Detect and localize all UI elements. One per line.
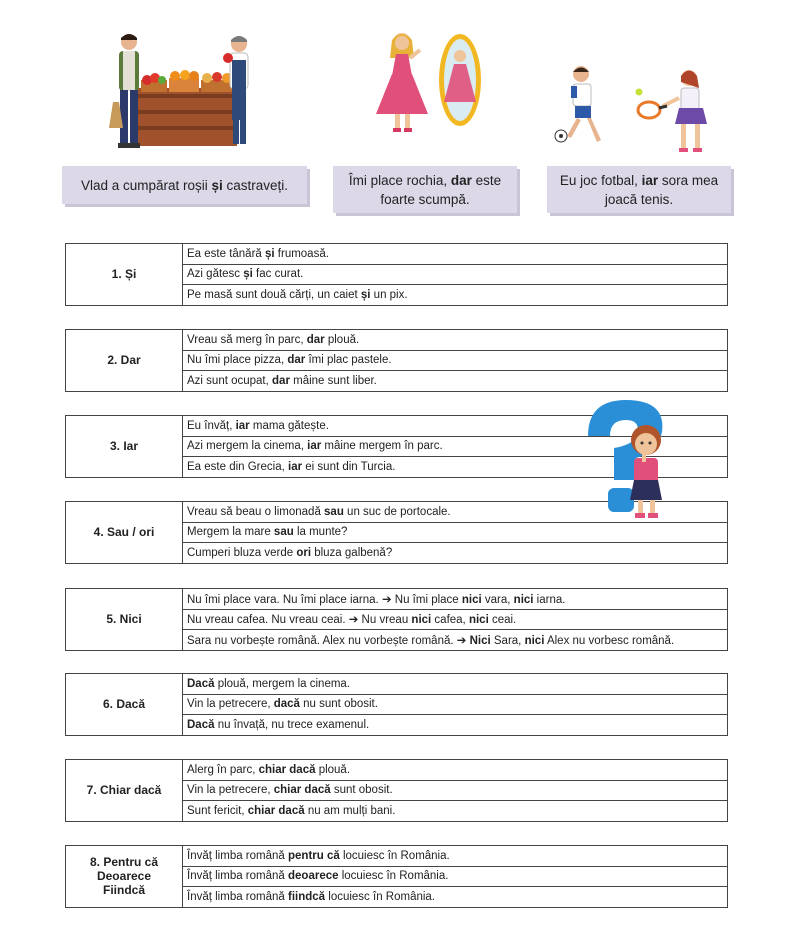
conjunction-word: dar xyxy=(450,172,472,188)
example-sentence xyxy=(183,630,728,651)
conjunction-word: nici xyxy=(461,593,482,606)
conjunction-word: nici xyxy=(524,634,545,647)
example-sentence xyxy=(183,801,728,822)
example-sentence xyxy=(183,330,728,351)
conjunction-label: 1. Și xyxy=(66,244,183,306)
text-segment: vara, xyxy=(481,593,514,606)
football-tennis-illustration xyxy=(553,62,718,160)
text-segment: sora mea joacă tenis. xyxy=(604,172,719,207)
text-segment: Ea este din Grecia, xyxy=(187,460,288,473)
caption-text xyxy=(81,176,288,195)
text-segment: Vreau să merg în parc, xyxy=(187,333,307,346)
text-segment: Sunt fericit, xyxy=(187,804,248,817)
text-segment: mama gătește. xyxy=(249,419,329,432)
text-segment: locuiesc în România. xyxy=(339,849,450,862)
caption-text xyxy=(547,171,731,209)
table-row xyxy=(66,674,728,695)
conjunction-word: dar xyxy=(287,354,306,367)
conjunction-label: 6. Dacă xyxy=(66,674,183,736)
text-segment: Eu joc fotbal, xyxy=(559,172,642,188)
text-segment: Învăț limba română xyxy=(187,849,288,862)
conjunction-word: și xyxy=(211,177,223,193)
text-segment: Cumperi bluza verde xyxy=(187,546,297,559)
conjunction-label: 5. Nici xyxy=(66,589,183,651)
text-segment: nu sunt obosit. xyxy=(299,698,378,711)
text-segment: Îmi place rochia, xyxy=(348,172,451,188)
example-sentence xyxy=(183,846,728,867)
text-segment: nu învață, nu trece examenul. xyxy=(214,718,370,731)
table-nici xyxy=(65,588,728,651)
table-chiar-daca xyxy=(65,759,728,822)
text-segment: locuiesc în România. xyxy=(338,870,449,883)
table-row xyxy=(66,760,728,781)
conjunction-word: deoarece xyxy=(288,870,339,883)
example-sentence xyxy=(183,543,728,564)
example-sentence xyxy=(183,371,728,392)
caption-text xyxy=(333,171,517,209)
text-segment: Vin la petrecere, xyxy=(187,698,274,711)
text-segment: fac curat. xyxy=(252,268,304,281)
text-segment: sunt obosit. xyxy=(330,784,393,797)
text-segment: Pe masă sunt două cărți, un caiet xyxy=(187,288,361,301)
text-segment: Vin la petrecere, xyxy=(187,784,274,797)
example-sentence xyxy=(183,866,728,887)
example-sentence xyxy=(183,589,728,610)
text-segment: un suc de portocale. xyxy=(343,505,451,518)
text-segment: locuiesc în România. xyxy=(325,890,436,903)
table-pentru-ca xyxy=(65,845,728,908)
text-segment: ceai. xyxy=(488,614,517,627)
example-sentence xyxy=(183,780,728,801)
text-segment: Ea este tânără xyxy=(187,247,265,260)
example-sentence xyxy=(183,887,728,908)
example-sentence xyxy=(183,694,728,715)
conjunction-word: fiindcă xyxy=(288,890,326,903)
text-segment: Azi mergem la cinema, xyxy=(187,440,308,453)
conjunction-word: și xyxy=(243,268,253,281)
text-segment: Nu îmi place vara. Nu îmi place iarna. ➔ Nu îmi place xyxy=(187,593,462,606)
example-sentence xyxy=(183,285,728,306)
table-row xyxy=(66,846,728,867)
conjunction-word: Dacă xyxy=(187,677,215,690)
caption-conjunction-iar xyxy=(547,166,731,213)
text-segment: Vlad a cumpărat roșii xyxy=(80,177,212,193)
market-stall-illustration xyxy=(105,30,265,158)
text-segment: iarna. xyxy=(533,593,566,606)
thinking-girl-question-illustration xyxy=(578,396,676,524)
conjunction-label: 2. Dar xyxy=(66,330,183,392)
conjunction-word: dar xyxy=(306,333,325,346)
text-segment: Alex nu vorbesc română. xyxy=(544,634,675,647)
text-segment: cafea, xyxy=(431,614,469,627)
conjunction-word: nici xyxy=(411,614,432,627)
text-segment: mâine mergem în parc. xyxy=(321,440,443,453)
text-segment: plouă. xyxy=(324,333,360,346)
example-sentence xyxy=(183,674,728,695)
table-daca xyxy=(65,673,728,736)
text-segment: mâine sunt liber. xyxy=(289,374,377,387)
table-row xyxy=(66,330,728,351)
text-segment: Nu vreau cafea. Nu vreau ceai. ➔ Nu vreau xyxy=(187,614,412,627)
caption-conjunction-si xyxy=(62,166,307,204)
text-segment: un pix. xyxy=(370,288,408,301)
conjunction-word: iar xyxy=(288,460,303,473)
text-segment: Vreau să beau o limonadă xyxy=(187,505,325,518)
conjunction-word: chiar dacă xyxy=(258,763,316,776)
example-sentence xyxy=(183,760,728,781)
conjunction-word: nici xyxy=(513,593,534,606)
table-si xyxy=(65,243,728,306)
conjunction-word: iar xyxy=(235,419,250,432)
conjunction-word: sau xyxy=(324,505,344,518)
example-sentence xyxy=(183,609,728,630)
conjunction-label: 7. Chiar dacă xyxy=(66,760,183,822)
text-segment: îmi plac pastele. xyxy=(305,354,392,367)
conjunction-word: pentru că xyxy=(288,849,340,862)
conjunction-word: dar xyxy=(272,374,290,387)
example-sentence xyxy=(183,522,728,543)
text-segment: Învăț limba română xyxy=(187,870,288,883)
conjunction-word: și xyxy=(265,247,275,260)
text-segment: ei sunt din Turcia. xyxy=(302,460,396,473)
conjunction-word: și xyxy=(360,288,371,301)
girl-mirror-illustration xyxy=(372,28,488,136)
conjunction-word: nici xyxy=(468,614,489,627)
text-segment: bluza galbenă? xyxy=(311,546,393,559)
text-segment: Azi sunt ocupat, xyxy=(187,374,273,387)
text-segment: castraveți. xyxy=(222,177,289,193)
conjunction-word: Dacă xyxy=(187,718,215,731)
conjunction-word: sau xyxy=(273,526,294,539)
conjunction-word: chiar dacă xyxy=(273,784,331,797)
conjunction-label: 4. Sau / ori xyxy=(66,502,183,564)
conjunction-word: ori xyxy=(296,546,312,559)
text-segment: este foarte scumpă. xyxy=(380,172,502,207)
table-row xyxy=(66,244,728,265)
caption-conjunction-dar xyxy=(333,166,517,213)
conjunction-label: 3. Iar xyxy=(66,416,183,478)
example-sentence xyxy=(183,715,728,736)
text-segment: Mergem la mare xyxy=(187,526,274,539)
conjunction-word: iar xyxy=(307,440,322,453)
text-segment: plouă, mergem la cinema. xyxy=(214,677,351,690)
example-sentence xyxy=(183,244,728,265)
text-segment: nu am mulți bani. xyxy=(304,804,396,817)
conjunction-word: dacă xyxy=(273,698,300,711)
conjunction-word: Nici xyxy=(469,634,491,647)
text-segment: Nu îmi place pizza, xyxy=(187,354,288,367)
table-row xyxy=(66,589,728,610)
text-segment: Alerg în parc, xyxy=(187,763,259,776)
text-segment: frumoasă. xyxy=(274,247,329,260)
conjunction-word: chiar dacă xyxy=(247,804,305,817)
table-dar xyxy=(65,329,728,392)
text-segment: Sara nu vorbește română. Alex nu vorbește română. ➔ xyxy=(187,634,470,647)
example-sentence xyxy=(183,264,728,285)
text-segment: Eu învăț, xyxy=(187,419,236,432)
text-segment: plouă. xyxy=(315,763,351,776)
example-sentence xyxy=(183,350,728,371)
conjunction-label: 8. Pentru că Deoarece Fiindcă xyxy=(66,846,183,908)
text-segment: Azi gătesc xyxy=(187,268,244,281)
conjunction-word: iar xyxy=(641,172,659,188)
text-segment: la munte? xyxy=(293,526,348,539)
text-segment: Sara, xyxy=(490,634,525,647)
text-segment: Învăț limba română xyxy=(187,890,288,903)
